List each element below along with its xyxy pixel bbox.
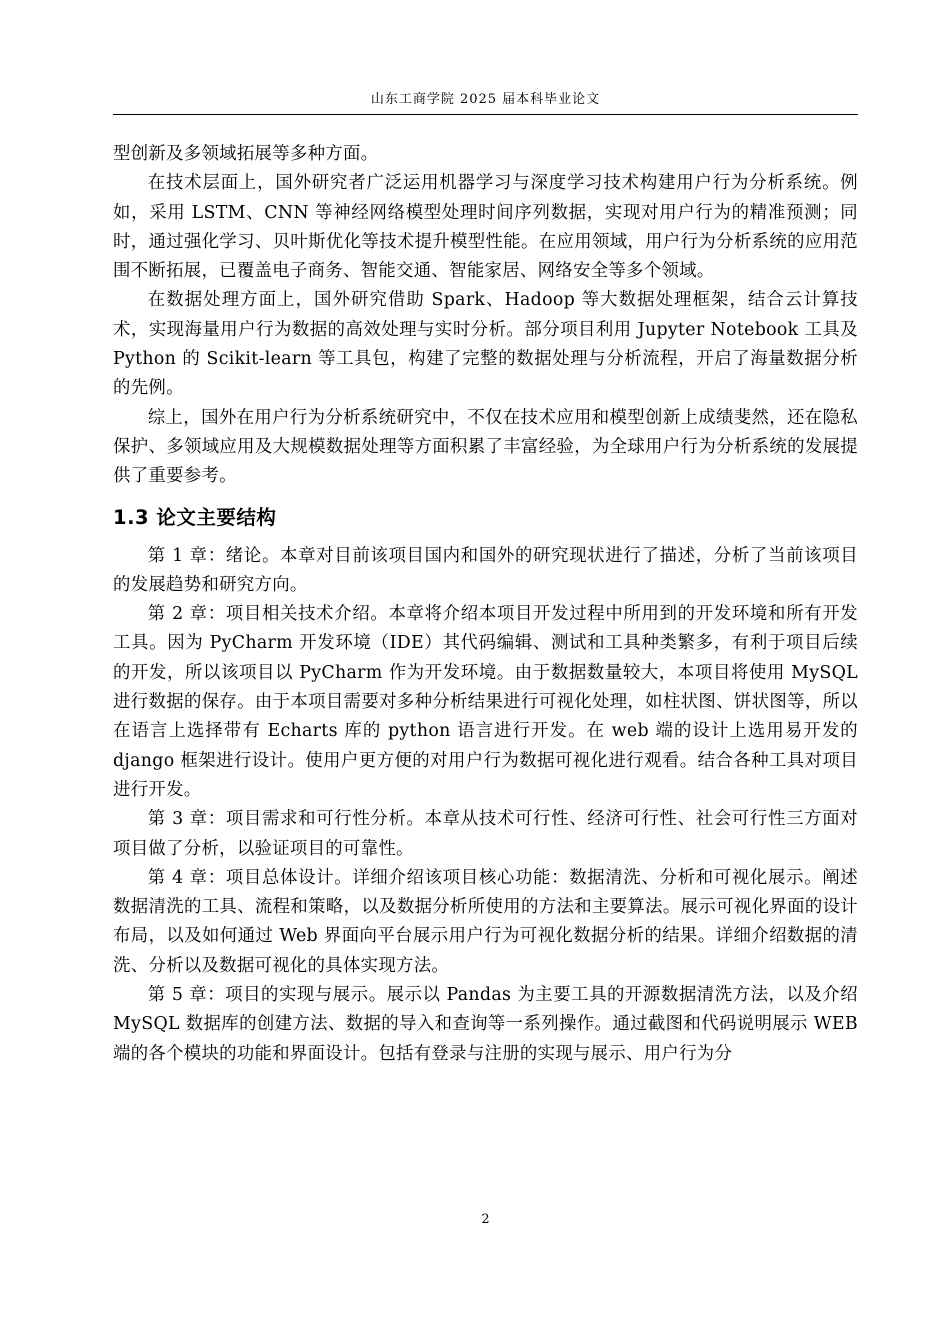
paragraph-continuation: 型创新及多领域拓展等多种方面。 xyxy=(113,144,379,164)
page-number: 2 xyxy=(481,1212,490,1227)
chapter-5-paragraph: 第 5 章：项目的实现与展示。展示以 Pandas 为主要工具的开源数据清洗方法，以及介绍 MySQL 数据库的创建方法、数据的导入和查询等一系列操作。通过截图和代码说明展示 WEB 端的各个模块的功能和界面设计。包括有登录与注册的实现与展示、用户行为分 xyxy=(113,985,858,1064)
chapter-3-paragraph: 第 3 章：项目需求和可行性分析。本章从技术可行性、经济可行性、社会可行性三方面对项目做了分析，以验证项目的可靠性。 xyxy=(113,809,858,859)
section-heading: 1.3 论文主要结构 xyxy=(113,505,277,529)
paragraph-summary: 综上，国外在用户行为分析系统研究中，不仅在技术应用和模型创新上成绩斐然，还在隐私保护、多领域应用及大规模数据处理等方面积累了丰富经验，为全球用户行为分析系统的发展提供了重要参考。 xyxy=(113,407,858,487)
chapter-4-paragraph: 第 4 章：项目总体设计。详细介绍该项目核心功能：数据清洗、分析和可视化展示。阐述数据清洗的工具、流程和策略，以及数据分析所使用的方法和主要算法。展示可视化界面的设计布局，以及如何通过 Web 界面向平台展示用户行为可视化数据分析的结果。详细介绍数据的清洗、分析以及数据可视化的具体实现方法。 xyxy=(113,867,858,976)
paragraph-technology: 在技术层面上，国外研究者广泛运用机器学习与深度学习技术构建用户行为分析系统。例如，采用 LSTM、CNN 等神经网络模型处理时间序列数据，实现对用户行为的精准预测；同时，通过强化学习、贝叶斯优化等技术提升模型性能。在应用领域，用户行为分析系统的应用范围不断拓展，已覆盖电子商务、智能交通、智能家居、网络安全等多个领域。 xyxy=(113,173,858,282)
header-rule xyxy=(113,114,858,115)
body-text xyxy=(113,140,858,1069)
chapter-2-paragraph: 第 2 章：项目相关技术介绍。本章将介绍本项目开发过程中所用到的开发环境和所有开发工具。因为 PyCharm 开发环境（IDE）其代码编辑、测试和工具种类繁多，有利于项目后续的开发，所以该项目以 PyCharm 作为开发环境。由于数据数量较大，本项目将使用 MySQL 进行数据的保存。由于本项目需要对多种分析结果进行可视化处理，如柱状图、饼状图等，所以在语言上选择带有 Echarts 库的 python 语言进行开发。在 web 端的设计上选用易开发的 django 框架进行设计。使用户更方便的对用户行为数据可视化进行观看。结合各种工具对项目进行开发。 xyxy=(113,604,858,800)
chapter-1-paragraph: 第 1 章：绪论。本章对目前该项目国内和国外的研究现状进行了描述，分析了当前该项目的发展趋势和研究方向。 xyxy=(113,545,858,595)
running-header: 山东工商学院 2025 届本科毕业论文 xyxy=(370,92,601,107)
paragraph-data-processing: 在数据处理方面上，国外研究借助 Spark、Hadoop 等大数据处理框架，结合云计算技术，实现海量用户行为数据的高效处理与实时分析。部分项目利用 Jupyter Notebook 工具及 Python 的 Scikit-learn 等工具包，构建了完整的数据处理与分析流程，开启了海量数据分析的先例。 xyxy=(113,290,858,399)
